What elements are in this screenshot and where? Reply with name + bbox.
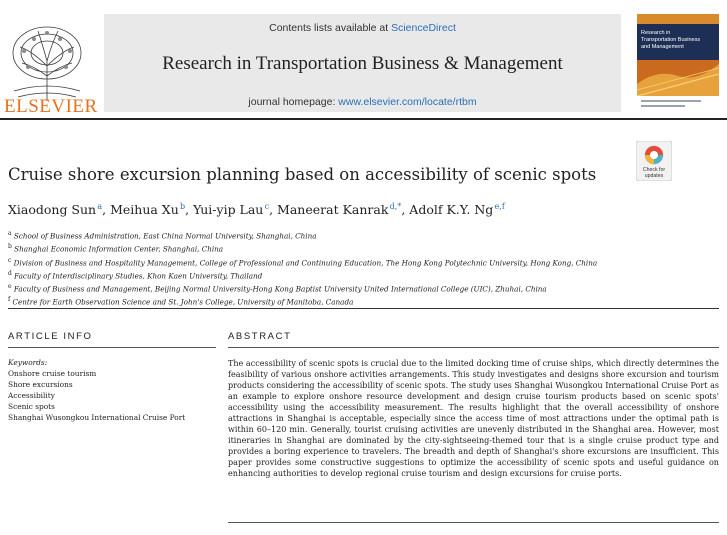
author-affiliation-marker[interactable]: d,*: [389, 202, 402, 211]
journal-cover-image: [637, 14, 719, 112]
journal-homepage-line: [104, 96, 621, 108]
contents-line: [104, 22, 621, 34]
affiliation-text: Faculty of Business and Management, Beijing Normal University-Hong Kong Baptist University United International College (UIC), Zhuhai, China: [13, 284, 547, 294]
keyword-item: Shanghai Wusongkou International Cruise Port: [8, 412, 186, 422]
cover-title-line1: Research in: [641, 30, 671, 36]
elsevier-wordmark: ELSEVIER: [4, 96, 98, 117]
keyword-item: Shore excursions: [8, 379, 73, 389]
article-info-rule: [8, 347, 216, 348]
abstract-rule: [228, 347, 719, 348]
author-affiliation-marker[interactable]: a: [97, 202, 103, 211]
homepage-prefix: journal homepage:: [248, 96, 339, 108]
affiliation-marker: e: [8, 283, 12, 291]
keyword-item: Scenic spots: [8, 401, 55, 411]
affiliation-text: School of Business Administration, East China Normal University, Shanghai, China: [13, 231, 317, 241]
affiliation-marker: c: [8, 256, 12, 264]
article-title: Cruise shore excursion planning based on accessibility of scenic spots: [8, 165, 597, 184]
cover-title-line2: Transportation Business: [641, 37, 701, 43]
crossmark-label-line1: Check for: [642, 167, 666, 173]
abstract-bottom-rule: [228, 522, 719, 523]
affiliation-item: [8, 269, 597, 282]
crossmark-label-line2: updates: [644, 173, 664, 179]
author-name[interactable]: Xiaodong Sun: [8, 202, 97, 218]
section-divider: [8, 308, 719, 309]
keywords-block: [8, 358, 185, 423]
keywords-label: Keywords:: [8, 358, 48, 367]
affiliation-item: [8, 242, 597, 255]
contents-prefix: Contents lists available at: [269, 22, 392, 34]
affiliation-text: Division of Business and Hospitality Management, College of Professional and Continuing Education, The Hong Kong Polytechnic University, Hong Kong, China: [13, 257, 598, 267]
affiliation-marker: f: [8, 296, 11, 304]
affiliation-text: Shanghai Economic Information Center, Shanghai, China: [14, 244, 224, 254]
author-affiliation-marker[interactable]: b: [180, 202, 186, 211]
author-name[interactable]: Yui-yip Lau: [193, 202, 264, 218]
affiliation-item: [8, 295, 597, 308]
affiliation-text: Centre for Earth Observation Science and St. John's College, University of Manitoba, Canada: [12, 297, 354, 307]
article-info-heading: ARTICLE INFO: [8, 331, 93, 342]
affiliation-text: Faculty of Interdisciplinary Studies, Khon Kaen University, Thailand: [14, 271, 263, 281]
affiliation-item: [8, 229, 597, 242]
cover-title-line3: and Management: [641, 44, 684, 50]
author-name[interactable]: Maneerat Kanrak: [277, 202, 389, 218]
affiliation-item: [8, 282, 597, 295]
author-affiliation-marker[interactable]: c: [264, 202, 270, 211]
abstract-heading: ABSTRACT: [228, 331, 292, 342]
affiliation-list: [8, 229, 597, 309]
keyword-item: Onshore cruise tourism: [8, 368, 97, 378]
header-divider: [0, 118, 727, 120]
check-for-updates-badge[interactable]: [636, 141, 672, 181]
journal-title: Research in Transportation Business & Management: [162, 53, 563, 74]
author-affiliation-marker[interactable]: e,f: [494, 202, 505, 211]
affiliation-marker: b: [8, 243, 12, 251]
keyword-item: Accessibility: [8, 390, 55, 400]
author-list: Xiaodong Sun $^a$, Meihua Xu $^b$, Yui-yip Lau $^c$, Maneerat Kanrak $^{d,*}$, Adolf K.Y. Ng $^{e,f}$: [8, 202, 505, 218]
crossmark-icon: [636, 141, 672, 181]
sciencedirect-link[interactable]: ScienceDirect: [391, 22, 456, 34]
author-name[interactable]: Adolf K.Y. Ng: [409, 202, 494, 218]
affiliation-marker: d: [8, 269, 12, 277]
abstract-text: The accessibility of scenic spots is crucial due to the limited docking time of cruise ships, which directly determines the feasibility of various onshore activities arrangements. This study investigates and designs shore excursion and tourism products considering the accessibility of scenic spots. The study uses Shanghai Wusongkou International Cruise Port as an example to explore onshore resource development and design cruise tourism products based on scenic spots' accessibility using the accessibility measurement. The results highlight that the overall accessibility of onshore attractions in Shanghai is acceptable, especially since the access time of most attractions under the optimal path is within 60–120 min. Generally, tourist cruising activities are unevenly distributed in the Shanghai area. However, most itineraries in Shanghai are dominated by the city-sightseeing-themed tour that is a single cruise product type and provides a boring experience to travelers. The breadth and depth of Shanghai's shore excursions are insufficient. This paper provides some constructive suggestions to optimize the accessibility of scenic spots and useful guidance on enhancing authorities to develop regional cruise tourism and design excursions for cruise ports.: [228, 359, 719, 478]
affiliation-item: [8, 256, 597, 269]
journal-homepage-link[interactable]: www.elsevier.com/locate/rtbm: [338, 96, 477, 108]
affiliation-marker: a: [8, 230, 12, 237]
author-name[interactable]: Meihua Xu: [110, 202, 179, 218]
